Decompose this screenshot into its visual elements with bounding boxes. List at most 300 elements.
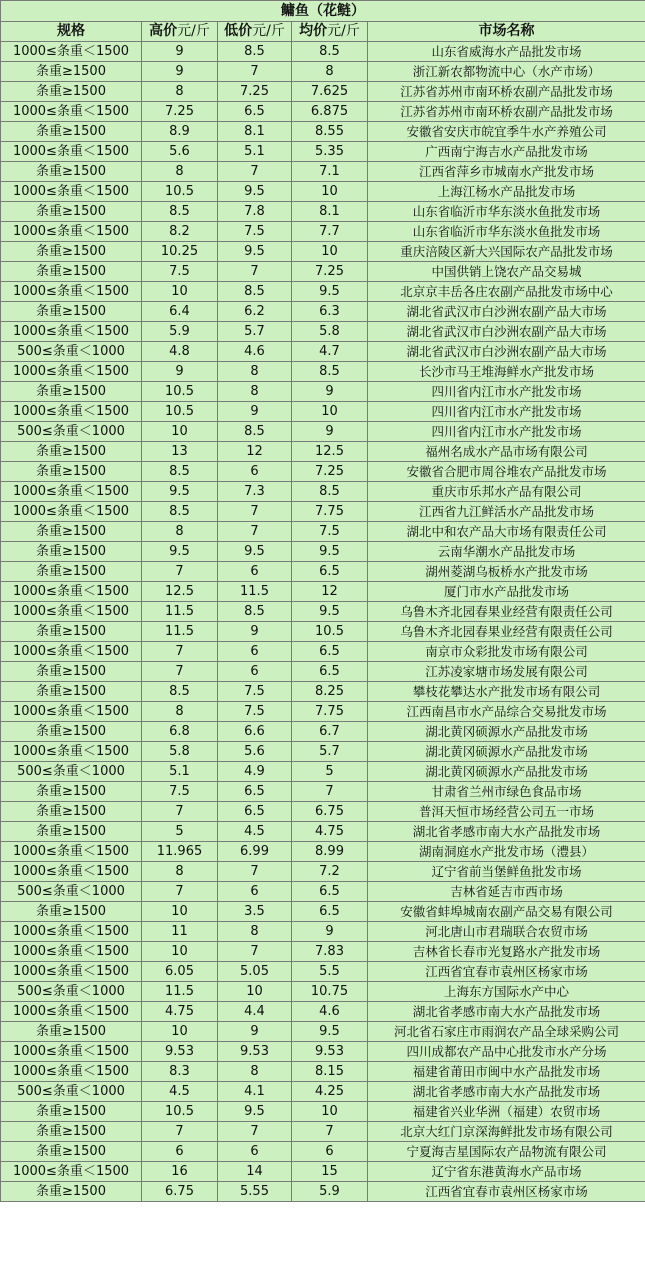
cell-high-price: 7 <box>142 882 218 902</box>
cell-low-price: 7 <box>218 262 292 282</box>
cell-market-name: 宁夏海吉星国际农产品物流有限公司 <box>368 1142 645 1162</box>
cell-high-price: 7 <box>142 1122 218 1142</box>
cell-spec: 条重≥1500 <box>1 542 142 562</box>
cell-market-name: 长沙市马王堆海鲜水产批发市场 <box>368 362 645 382</box>
cell-spec: 条重≥1500 <box>1 82 142 102</box>
table-row <box>1 582 645 602</box>
cell-high-price: 6.75 <box>142 1182 218 1202</box>
table-row <box>1 862 645 882</box>
cell-avg-price: 7.5 <box>292 522 368 542</box>
cell-avg-price: 9.5 <box>292 282 368 302</box>
cell-low-price: 9.53 <box>218 1042 292 1062</box>
cell-avg-price: 9.53 <box>292 1042 368 1062</box>
cell-market-name: 湖北省武汉市白沙洲农副产品大市场 <box>368 342 645 362</box>
cell-market-name: 攀枝花攀达水产批发市场有限公司 <box>368 682 645 702</box>
cell-high-price: 6.4 <box>142 302 218 322</box>
cell-market-name: 广西南宁海吉水产品批发市场 <box>368 142 645 162</box>
cell-high-price: 9.53 <box>142 1042 218 1062</box>
cell-spec: 条重≥1500 <box>1 162 142 182</box>
cell-avg-price: 5 <box>292 762 368 782</box>
cell-market-name: 云南华潮水产品批发市场 <box>368 542 645 562</box>
cell-market-name: 乌鲁木齐北园春果业经营有限责任公司 <box>368 622 645 642</box>
cell-high-price: 5.6 <box>142 142 218 162</box>
cell-market-name: 安徽省蚌埠城南农副产品交易有限公司 <box>368 902 645 922</box>
cell-high-price: 11 <box>142 922 218 942</box>
cell-avg-price: 5.35 <box>292 142 368 162</box>
cell-high-price: 10 <box>142 1022 218 1042</box>
cell-low-price: 9.5 <box>218 542 292 562</box>
cell-avg-price: 9.5 <box>292 542 368 562</box>
cell-market-name: 甘肃省兰州市绿色食品市场 <box>368 782 645 802</box>
cell-spec: 条重≥1500 <box>1 782 142 802</box>
cell-spec: 1000≤条重＜1500 <box>1 222 142 242</box>
cell-high-price: 10.5 <box>142 402 218 422</box>
cell-avg-price: 9 <box>292 422 368 442</box>
cell-low-price: 7.5 <box>218 682 292 702</box>
cell-low-price: 7.3 <box>218 482 292 502</box>
cell-spec: 条重≥1500 <box>1 1022 142 1042</box>
cell-market-name: 南京市众彩批发市场有限公司 <box>368 642 645 662</box>
cell-high-price: 4.5 <box>142 1082 218 1102</box>
table-row <box>1 362 645 382</box>
table-row <box>1 122 645 142</box>
cell-market-name: 湖北省孝感市南大水产品批发市场 <box>368 1082 645 1102</box>
cell-market-name: 江苏省苏州市南环桥农副产品批发市场 <box>368 102 645 122</box>
cell-market-name: 吉林省长春市光复路水产批发市场 <box>368 942 645 962</box>
cell-market-name: 上海东方国际水产中心 <box>368 982 645 1002</box>
cell-avg-price: 8.5 <box>292 42 368 62</box>
table-row <box>1 162 645 182</box>
cell-spec: 1000≤条重＜1500 <box>1 402 142 422</box>
header-avg-price: 均价元/斤 <box>292 22 368 42</box>
cell-low-price: 6 <box>218 882 292 902</box>
cell-low-price: 7 <box>218 1122 292 1142</box>
cell-low-price: 8 <box>218 362 292 382</box>
unit-label: 元/斤 <box>177 23 210 39</box>
table-row <box>1 222 645 242</box>
cell-high-price: 5.8 <box>142 742 218 762</box>
cell-avg-price: 6.5 <box>292 902 368 922</box>
cell-low-price: 7 <box>218 942 292 962</box>
table-row <box>1 942 645 962</box>
cell-low-price: 8.5 <box>218 282 292 302</box>
cell-avg-price: 6.5 <box>292 642 368 662</box>
cell-market-name: 江西省九江鲜活水产品批发市场 <box>368 502 645 522</box>
cell-low-price: 9.5 <box>218 182 292 202</box>
table-row <box>1 842 645 862</box>
table-row <box>1 422 645 442</box>
cell-high-price: 9 <box>142 362 218 382</box>
cell-avg-price: 12 <box>292 582 368 602</box>
cell-low-price: 4.5 <box>218 822 292 842</box>
cell-avg-price: 10.75 <box>292 982 368 1002</box>
cell-market-name: 江西省宜春市袁州区杨家市场 <box>368 962 645 982</box>
cell-high-price: 6.05 <box>142 962 218 982</box>
cell-spec: 条重≥1500 <box>1 242 142 262</box>
cell-spec: 条重≥1500 <box>1 62 142 82</box>
cell-market-name: 山东省临沂市华东淡水鱼批发市场 <box>368 222 645 242</box>
table-row <box>1 482 645 502</box>
cell-market-name: 山东省临沂市华东淡水鱼批发市场 <box>368 202 645 222</box>
cell-low-price: 14 <box>218 1162 292 1182</box>
cell-avg-price: 8.5 <box>292 482 368 502</box>
cell-spec: 500≤条重＜1000 <box>1 1082 142 1102</box>
cell-spec: 条重≥1500 <box>1 1102 142 1122</box>
cell-spec: 1000≤条重＜1500 <box>1 362 142 382</box>
cell-spec: 1000≤条重＜1500 <box>1 842 142 862</box>
cell-high-price: 6.8 <box>142 722 218 742</box>
cell-market-name: 福建省兴业华洲（福建）农贸市场 <box>368 1102 645 1122</box>
cell-low-price: 4.4 <box>218 1002 292 1022</box>
cell-high-price: 8.9 <box>142 122 218 142</box>
table-row <box>1 302 645 322</box>
cell-market-name: 福州名成水产品市场有限公司 <box>368 442 645 462</box>
cell-market-name: 北京京丰岳各庄农副产品批发市场中心 <box>368 282 645 302</box>
cell-high-price: 13 <box>142 442 218 462</box>
cell-market-name: 北京大红门京深海鲜批发市场有限公司 <box>368 1122 645 1142</box>
cell-low-price: 4.6 <box>218 342 292 362</box>
cell-avg-price: 7 <box>292 782 368 802</box>
cell-high-price: 8.2 <box>142 222 218 242</box>
cell-spec: 条重≥1500 <box>1 822 142 842</box>
cell-market-name: 四川省内江市水产批发市场 <box>368 402 645 422</box>
cell-market-name: 湖北黄冈硕源水产品批发市场 <box>368 762 645 782</box>
cell-high-price: 9.5 <box>142 542 218 562</box>
cell-high-price: 8.5 <box>142 202 218 222</box>
table-row <box>1 562 645 582</box>
table-row <box>1 642 645 662</box>
cell-avg-price: 8.1 <box>292 202 368 222</box>
cell-spec: 500≤条重＜1000 <box>1 762 142 782</box>
cell-spec: 1000≤条重＜1500 <box>1 282 142 302</box>
cell-high-price: 10.25 <box>142 242 218 262</box>
cell-avg-price: 6.7 <box>292 722 368 742</box>
cell-spec: 条重≥1500 <box>1 1142 142 1162</box>
cell-avg-price: 10 <box>292 182 368 202</box>
cell-low-price: 11.5 <box>218 582 292 602</box>
table-row <box>1 1082 645 1102</box>
cell-high-price: 11.5 <box>142 982 218 1002</box>
table-row <box>1 462 645 482</box>
cell-avg-price: 6 <box>292 1142 368 1162</box>
cell-low-price: 8 <box>218 382 292 402</box>
table-row <box>1 82 645 102</box>
cell-low-price: 5.55 <box>218 1182 292 1202</box>
table-row <box>1 1002 645 1022</box>
cell-spec: 条重≥1500 <box>1 1122 142 1142</box>
cell-avg-price: 4.6 <box>292 1002 368 1022</box>
cell-low-price: 4.1 <box>218 1082 292 1102</box>
table-row <box>1 342 645 362</box>
table-row <box>1 502 645 522</box>
cell-low-price: 3.5 <box>218 902 292 922</box>
cell-low-price: 6 <box>218 642 292 662</box>
cell-spec: 1000≤条重＜1500 <box>1 142 142 162</box>
cell-spec: 1000≤条重＜1500 <box>1 922 142 942</box>
cell-spec: 条重≥1500 <box>1 382 142 402</box>
cell-avg-price: 4.7 <box>292 342 368 362</box>
cell-high-price: 8 <box>142 862 218 882</box>
cell-low-price: 7 <box>218 62 292 82</box>
cell-market-name: 江西省萍乡市城南水产批发市场 <box>368 162 645 182</box>
cell-avg-price: 7 <box>292 1122 368 1142</box>
cell-high-price: 6 <box>142 1142 218 1162</box>
cell-high-price: 7 <box>142 802 218 822</box>
cell-market-name: 上海江杨水产品批发市场 <box>368 182 645 202</box>
cell-spec: 条重≥1500 <box>1 902 142 922</box>
cell-low-price: 9 <box>218 402 292 422</box>
cell-low-price: 7.5 <box>218 222 292 242</box>
table-row <box>1 1122 645 1142</box>
cell-spec: 条重≥1500 <box>1 662 142 682</box>
cell-high-price: 7 <box>142 662 218 682</box>
cell-low-price: 8.5 <box>218 42 292 62</box>
cell-avg-price: 5.7 <box>292 742 368 762</box>
table-row <box>1 42 645 62</box>
cell-market-name: 辽宁省东港黄海水产品市场 <box>368 1162 645 1182</box>
cell-avg-price: 4.25 <box>292 1082 368 1102</box>
table-row <box>1 242 645 262</box>
cell-high-price: 4.8 <box>142 342 218 362</box>
cell-spec: 1000≤条重＜1500 <box>1 102 142 122</box>
cell-market-name: 重庆涪陵区新大兴国际农产品批发市场 <box>368 242 645 262</box>
cell-market-name: 四川成都农产品中心批发市水产分场 <box>368 1042 645 1062</box>
cell-low-price: 7.5 <box>218 702 292 722</box>
cell-spec: 500≤条重＜1000 <box>1 422 142 442</box>
table-row <box>1 542 645 562</box>
table-title: 鳙鱼（花鲢） <box>0 0 645 21</box>
cell-high-price: 10 <box>142 282 218 302</box>
cell-avg-price: 10.5 <box>292 622 368 642</box>
cell-low-price: 6 <box>218 662 292 682</box>
cell-market-name: 浙江新农都物流中心（水产市场） <box>368 62 645 82</box>
cell-avg-price: 9.5 <box>292 602 368 622</box>
cell-market-name: 山东省威海水产品批发市场 <box>368 42 645 62</box>
table-row <box>1 1022 645 1042</box>
table-row <box>1 662 645 682</box>
cell-spec: 条重≥1500 <box>1 562 142 582</box>
table-row <box>1 1102 645 1122</box>
cell-avg-price: 6.5 <box>292 882 368 902</box>
cell-low-price: 8.5 <box>218 422 292 442</box>
cell-spec: 1000≤条重＜1500 <box>1 962 142 982</box>
table-row <box>1 282 645 302</box>
cell-spec: 条重≥1500 <box>1 622 142 642</box>
table-row <box>1 722 645 742</box>
table-row <box>1 1062 645 1082</box>
cell-spec: 1000≤条重＜1500 <box>1 602 142 622</box>
table-row <box>1 142 645 162</box>
cell-spec: 条重≥1500 <box>1 202 142 222</box>
cell-high-price: 9.5 <box>142 482 218 502</box>
cell-low-price: 6 <box>218 1142 292 1162</box>
cell-spec: 1000≤条重＜1500 <box>1 942 142 962</box>
cell-avg-price: 6.5 <box>292 562 368 582</box>
cell-spec: 条重≥1500 <box>1 262 142 282</box>
header-market-name: 市场名称 <box>368 22 645 42</box>
cell-high-price: 7.25 <box>142 102 218 122</box>
cell-market-name: 湖南洞庭水产批发市场（澧县） <box>368 842 645 862</box>
cell-low-price: 5.05 <box>218 962 292 982</box>
cell-low-price: 5.7 <box>218 322 292 342</box>
cell-low-price: 7 <box>218 522 292 542</box>
cell-spec: 1000≤条重＜1500 <box>1 1042 142 1062</box>
table-row <box>1 62 645 82</box>
cell-avg-price: 8.15 <box>292 1062 368 1082</box>
cell-low-price: 9.5 <box>218 1102 292 1122</box>
table-row <box>1 602 645 622</box>
cell-market-name: 四川省内江市水产批发市场 <box>368 382 645 402</box>
cell-high-price: 16 <box>142 1162 218 1182</box>
cell-low-price: 6.5 <box>218 802 292 822</box>
cell-high-price: 7 <box>142 562 218 582</box>
cell-spec: 条重≥1500 <box>1 682 142 702</box>
cell-spec: 1000≤条重＜1500 <box>1 322 142 342</box>
cell-market-name: 湖北省孝感市南大水产品批发市场 <box>368 822 645 842</box>
cell-avg-price: 6.3 <box>292 302 368 322</box>
cell-avg-price: 7.25 <box>292 462 368 482</box>
cell-low-price: 6.2 <box>218 302 292 322</box>
cell-avg-price: 8.5 <box>292 362 368 382</box>
cell-avg-price: 7.7 <box>292 222 368 242</box>
cell-spec: 1000≤条重＜1500 <box>1 502 142 522</box>
cell-spec: 条重≥1500 <box>1 302 142 322</box>
cell-avg-price: 9 <box>292 922 368 942</box>
cell-spec: 1000≤条重＜1500 <box>1 482 142 502</box>
cell-avg-price: 15 <box>292 1162 368 1182</box>
table-body <box>1 42 645 1202</box>
cell-low-price: 7 <box>218 502 292 522</box>
cell-high-price: 10.5 <box>142 382 218 402</box>
cell-spec: 条重≥1500 <box>1 442 142 462</box>
cell-avg-price: 7.1 <box>292 162 368 182</box>
cell-market-name: 江苏省苏州市南环桥农副产品批发市场 <box>368 82 645 102</box>
cell-market-name: 湖北黄冈硕源水产品批发市场 <box>368 722 645 742</box>
table-row <box>1 682 645 702</box>
table-row <box>1 922 645 942</box>
cell-high-price: 4.75 <box>142 1002 218 1022</box>
table-row <box>1 1162 645 1182</box>
cell-market-name: 辽宁省前当堡鲜鱼批发市场 <box>368 862 645 882</box>
cell-spec: 500≤条重＜1000 <box>1 982 142 1002</box>
cell-low-price: 6.5 <box>218 782 292 802</box>
table-row <box>1 822 645 842</box>
table-row <box>1 762 645 782</box>
cell-high-price: 7.5 <box>142 782 218 802</box>
cell-low-price: 6 <box>218 562 292 582</box>
table-row <box>1 982 645 1002</box>
cell-market-name: 河北省石家庄市雨润农产品全球采购公司 <box>368 1022 645 1042</box>
cell-market-name: 湖北省武汉市白沙洲农副产品大市场 <box>368 322 645 342</box>
cell-low-price: 5.6 <box>218 742 292 762</box>
cell-avg-price: 8 <box>292 62 368 82</box>
table-row <box>1 382 645 402</box>
cell-low-price: 7.8 <box>218 202 292 222</box>
cell-spec: 条重≥1500 <box>1 522 142 542</box>
cell-market-name: 重庆市乐邦水产品有限公司 <box>368 482 645 502</box>
table-row <box>1 102 645 122</box>
cell-market-name: 福建省莆田市闽中水产品批发市场 <box>368 1062 645 1082</box>
cell-high-price: 8.5 <box>142 502 218 522</box>
table-row <box>1 1042 645 1062</box>
cell-market-name: 湖北黄冈硕源水产品批发市场 <box>368 742 645 762</box>
table-row <box>1 622 645 642</box>
cell-avg-price: 7.83 <box>292 942 368 962</box>
cell-market-name: 中国供销上饶农产品交易城 <box>368 262 645 282</box>
header-high-price: 高价元/斤 <box>142 22 218 42</box>
cell-avg-price: 6.5 <box>292 662 368 682</box>
cell-spec: 500≤条重＜1000 <box>1 882 142 902</box>
cell-high-price: 8.5 <box>142 682 218 702</box>
cell-spec: 1000≤条重＜1500 <box>1 642 142 662</box>
table-row <box>1 322 645 342</box>
cell-avg-price: 7.2 <box>292 862 368 882</box>
cell-low-price: 9 <box>218 1022 292 1042</box>
cell-avg-price: 5.9 <box>292 1182 368 1202</box>
table-row <box>1 262 645 282</box>
cell-avg-price: 10 <box>292 402 368 422</box>
cell-market-name: 湖北省武汉市白沙洲农副产品大市场 <box>368 302 645 322</box>
cell-market-name: 乌鲁木齐北园春果业经营有限责任公司 <box>368 602 645 622</box>
cell-low-price: 8 <box>218 1062 292 1082</box>
table-row <box>1 182 645 202</box>
cell-high-price: 5.9 <box>142 322 218 342</box>
unit-label: 元/斤 <box>327 23 360 39</box>
cell-avg-price: 10 <box>292 242 368 262</box>
cell-high-price: 11.5 <box>142 622 218 642</box>
cell-market-name: 普洱天恒市场经营公司五一市场 <box>368 802 645 822</box>
cell-market-name: 江苏凌家塘市场发展有限公司 <box>368 662 645 682</box>
cell-spec: 1000≤条重＜1500 <box>1 1002 142 1022</box>
header-row <box>1 22 645 42</box>
table-row <box>1 882 645 902</box>
cell-avg-price: 6.875 <box>292 102 368 122</box>
cell-high-price: 10 <box>142 942 218 962</box>
header-spec: 规格 <box>1 22 142 42</box>
cell-market-name: 厦门市水产品批发市场 <box>368 582 645 602</box>
cell-low-price: 6 <box>218 462 292 482</box>
cell-avg-price: 12.5 <box>292 442 368 462</box>
cell-avg-price: 7.75 <box>292 702 368 722</box>
cell-low-price: 5.1 <box>218 142 292 162</box>
cell-high-price: 12.5 <box>142 582 218 602</box>
table-row <box>1 202 645 222</box>
cell-market-name: 湖北省孝感市南大水产品批发市场 <box>368 1002 645 1022</box>
cell-market-name: 湖北中和农产品大市场有限责任公司 <box>368 522 645 542</box>
unit-label: 元/斤 <box>252 23 285 39</box>
cell-low-price: 7 <box>218 862 292 882</box>
cell-low-price: 7.25 <box>218 82 292 102</box>
cell-spec: 1000≤条重＜1500 <box>1 742 142 762</box>
cell-spec: 1000≤条重＜1500 <box>1 862 142 882</box>
cell-high-price: 7 <box>142 642 218 662</box>
cell-low-price: 9.5 <box>218 242 292 262</box>
cell-high-price: 10 <box>142 422 218 442</box>
cell-market-name: 安徽省合肥市周谷堆农产品批发市场 <box>368 462 645 482</box>
cell-high-price: 5 <box>142 822 218 842</box>
cell-avg-price: 6.75 <box>292 802 368 822</box>
cell-spec: 条重≥1500 <box>1 802 142 822</box>
cell-high-price: 8 <box>142 82 218 102</box>
cell-market-name: 安徽省安庆市皖宜季牛水产养殖公司 <box>368 122 645 142</box>
table-row <box>1 782 645 802</box>
cell-spec: 1000≤条重＜1500 <box>1 1062 142 1082</box>
cell-market-name: 湖州菱湖乌板桥水产批发市场 <box>368 562 645 582</box>
cell-spec: 条重≥1500 <box>1 722 142 742</box>
cell-market-name: 吉林省延吉市西市场 <box>368 882 645 902</box>
cell-spec: 条重≥1500 <box>1 462 142 482</box>
cell-low-price: 8 <box>218 922 292 942</box>
